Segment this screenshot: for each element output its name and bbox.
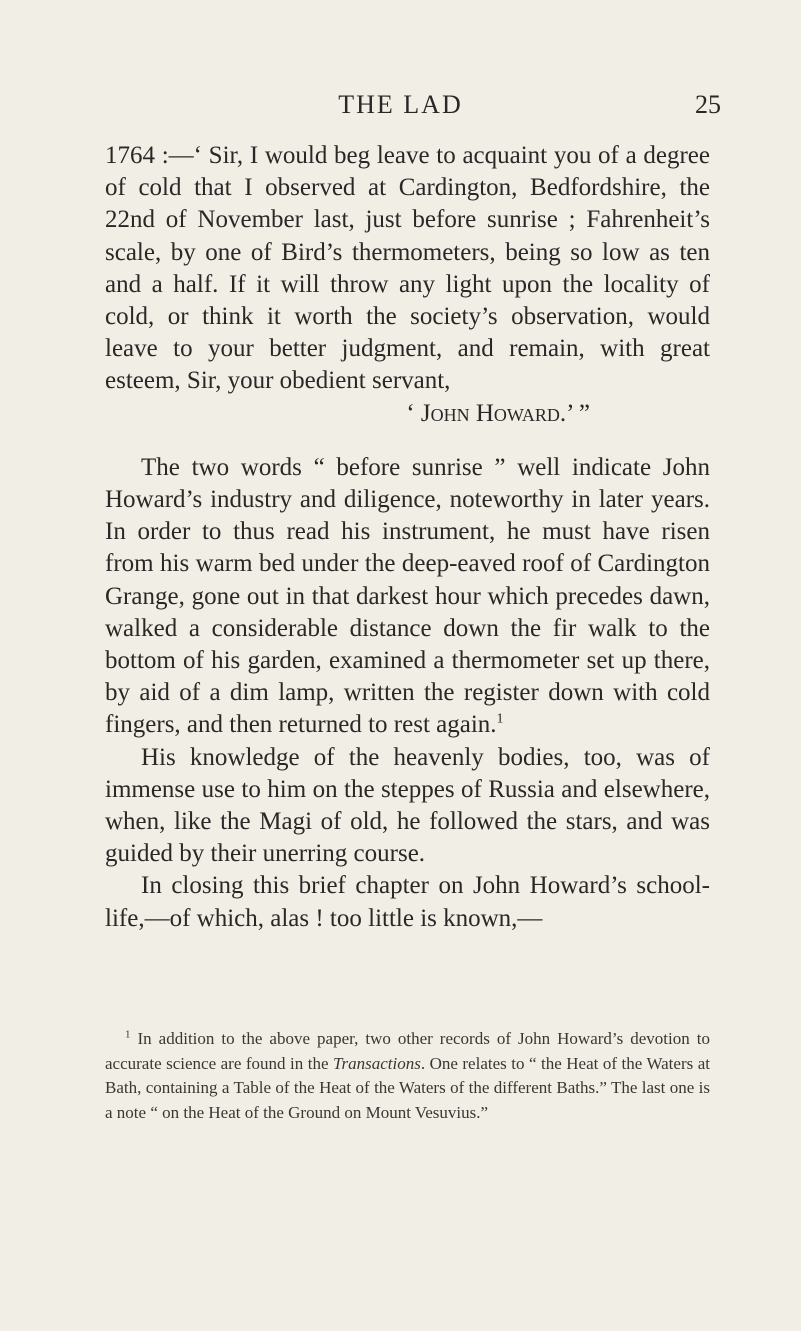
paragraph-before-sunrise-text: The two words “ before sunrise ” well indicate John Howard’s industry and diligence, noteworthy in later years. In order to thus read his instrument, he must have risen from his warm bed under the deep-eaved roof of Cardington Grange, gone out in that darkest hour which precedes dawn, walked a considerable distance down the fir walk to the bottom of his garden, examined a thermometer set up there, by aid of a dim lamp, written the register down with cold fingers, and then returned to rest again. bbox=[105, 453, 710, 739]
footnote-text-before: In addition to the above paper, two other records of John Howard’s devotion to accurate science are found in the bbox=[105, 1029, 710, 1073]
footnotes bbox=[105, 1027, 710, 1125]
running-title: THE LAD bbox=[338, 90, 463, 119]
body-text bbox=[105, 140, 710, 935]
letter-body: 1764 :—‘ Sir, I would beg leave to acquaint you of a degree of cold that I observed at Cardington, Bedfordshire, the 22nd of November last, just before sunrise ; Fahrenheit’s scale, by one of Bird’s thermometers, being so low as ten and a half. If it will throw any light upon the locality of cold, or think it worth the society’s observation, would leave to your better judgment, and remain, with great esteem, Sir, your obedient servant, bbox=[105, 142, 710, 395]
footnote-italic-title: Transactions bbox=[332, 1053, 421, 1073]
page-number: 25 bbox=[695, 90, 721, 119]
footnote-text-after: . One relates to “ the Heat of the Waters at Bath, containing a Table of the Heat of the Waters of the different Baths.” The last one is a note “ on the Heat of the Ground on Mount Vesuvius.” bbox=[105, 1053, 710, 1122]
running-head bbox=[80, 90, 721, 122]
footnote-reference[interactable]: 1 bbox=[496, 712, 504, 728]
letter-signature: ‘ John Howard.’ ” bbox=[406, 399, 590, 427]
footnote-1 bbox=[105, 1027, 710, 1125]
footnote-marker: 1 bbox=[125, 1028, 131, 1041]
paragraph-school-life: In closing this brief chapter on John Howard’s school-life,—of which, alas ! too little is known,— bbox=[105, 872, 710, 932]
paragraph-heavenly-bodies: His knowledge of the heavenly bodies, too, was of immense use to him on the steppes of Russia and elsewhere, when, like the Magi of old, he followed the stars, and was guided by their unerring course. bbox=[105, 743, 710, 868]
paragraph-gap bbox=[105, 430, 710, 452]
paragraph-before-sunrise bbox=[105, 452, 710, 742]
